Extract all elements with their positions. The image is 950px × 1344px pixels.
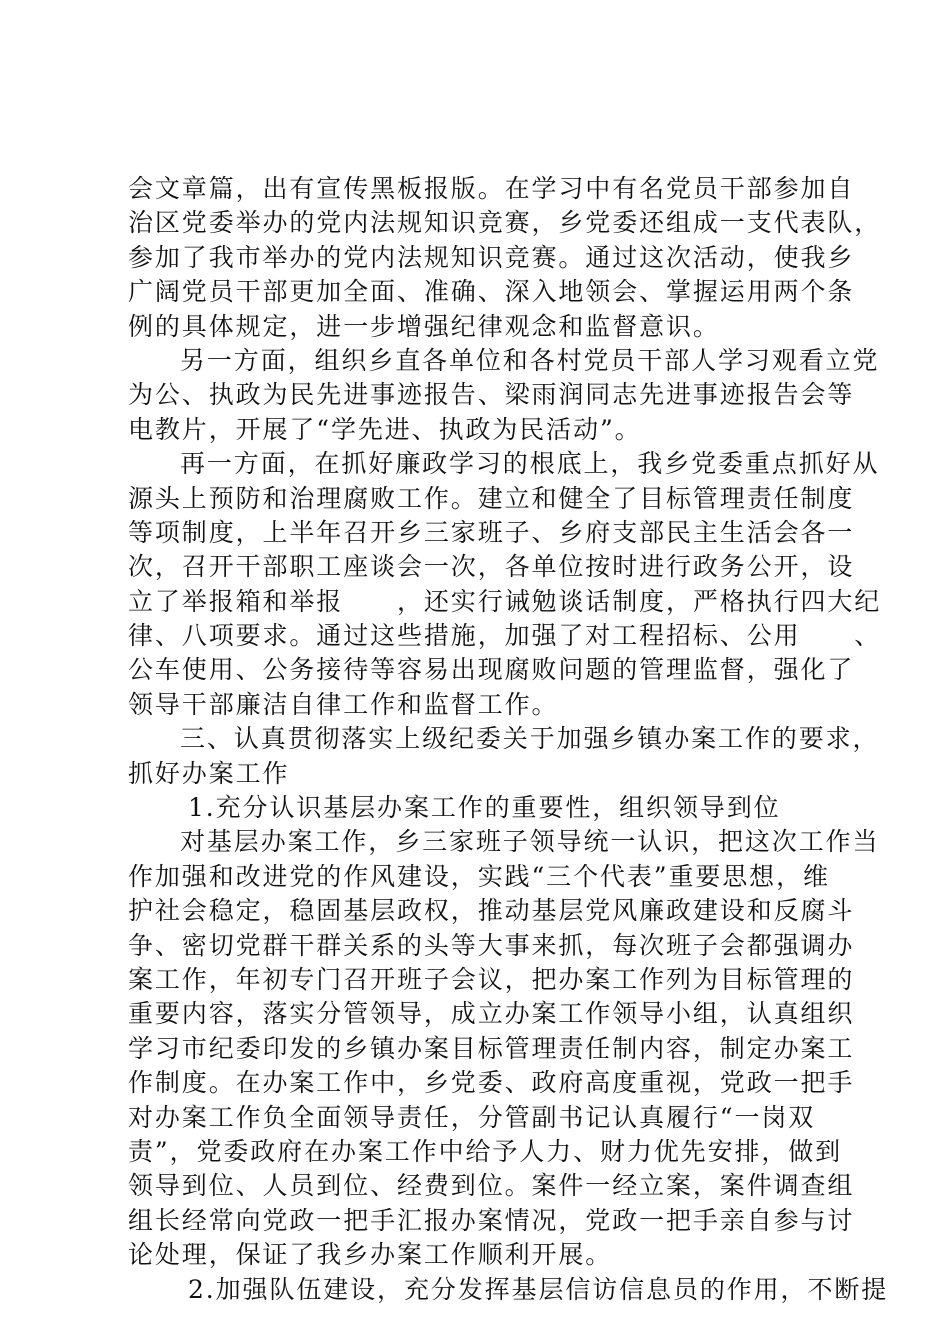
text-line: 广阔党员干部更加全面、准确、深入地领会、掌握运用两个条 [128,277,855,307]
text-line: 争、密切党群干群关系的头等大事来抓，每次班子会都强调办 [128,930,855,960]
text-line: 护社会稳定，稳固基层政权，推动基层党风廉政建设和反腐斗 [128,896,855,926]
section-heading-line: 三、认真贯彻落实上级纪委关于加强乡镇办案工作的要求， [180,724,880,754]
text-line: 领导到位、人员到位、经费到位。案件一经立案，案件调查组 [128,1171,855,1201]
text-line: 案工作，年初专门召开班子会议，把办案工作列为目标管理的 [128,964,855,994]
text-line: 公车使用、公务接待等容易出现腐败问题的管理监督，强化了 [128,655,855,685]
text-line: 律、八项要求。通过这些措施，加强了对工程招标、公用 、 [128,621,882,651]
text-line: 重要内容，落实分管领导，成立办案工作领导小组，认真组织 [128,999,855,1029]
subheading-line: 1.充分认识基层办案工作的重要性，组织领导到位 [188,793,781,823]
text-line: 源头上预防和治理腐败工作。建立和健全了目标管理责任制度 [128,483,855,513]
paragraph-start-line: 再一方面，在抓好廉政学习的根底上，我乡党委重点抓好从 [180,449,880,479]
text-line: 等项制度，上半年召开乡三家班子、乡府支部民主生活会各一 [128,517,855,547]
text-line: 为公、执政为民先进事迹报告、梁雨润同志先进事迹报告会等 [128,380,855,410]
text-line: 组长经常向党政一把手汇报办案情况，党政一把手亲自参与讨 [128,1205,855,1235]
text-line: 论处理，保证了我乡办案工作顺利开展。 [128,1240,613,1270]
text-line: 次，召开干部职工座谈会一次，各单位按时进行政务公开，设 [128,552,855,582]
paragraph-start-line: 另一方面，组织乡直各单位和各村党员干部人学习观看立党 [180,345,880,375]
text-line: 学习市纪委印发的乡镇办案目标管理责任制内容，制定办案工 [128,1033,855,1063]
text-line: 参加了我市举办的党内法规知识竞赛。通过这次活动，使我乡 [128,242,855,272]
paragraph-start-line: 对基层办案工作，乡三家班子领导统一认识，把这次工作当 [180,827,880,857]
body-text [128,172,889,1307]
text-line: 作加强和改进党的作风建设，实践“三个代表”重要思想，维 [128,861,830,891]
text-line: 立了举报箱和举报 ，还实行诫勉谈话制度，严格执行四大纪 [128,586,882,616]
text-line: 电教片，开展了“学先进、执政为民活动”。 [128,414,642,444]
text-line: 例的具体规定，进一步增强纪律观念和监督意识。 [128,311,720,341]
text-line: 会文章篇，出有宣传黑板报版。在学习中有名党员干部参加自 [128,174,855,203]
text-line: 作制度。在办案工作中，乡党委、政府高度重视，党政一把手 [128,1068,855,1098]
section-heading-line: 抓好办案工作 [128,758,290,788]
text-line: 治区党委举办的党内法规知识竞赛，乡党委还组成一支代表队， [128,208,882,238]
text-line: 对办案工作负全面领导责任，分管副书记认真履行“一岗双 [128,1102,816,1132]
text-line: 责”，党委政府在办案工作中给予人力、财力优先安排，做到 [128,1136,843,1166]
subheading-line: 2.加强队伍建设，充分发挥基层信访信息员的作用，不断提 [188,1274,889,1304]
text-line: 领导干部廉洁自律工作和监督工作。 [128,689,559,719]
